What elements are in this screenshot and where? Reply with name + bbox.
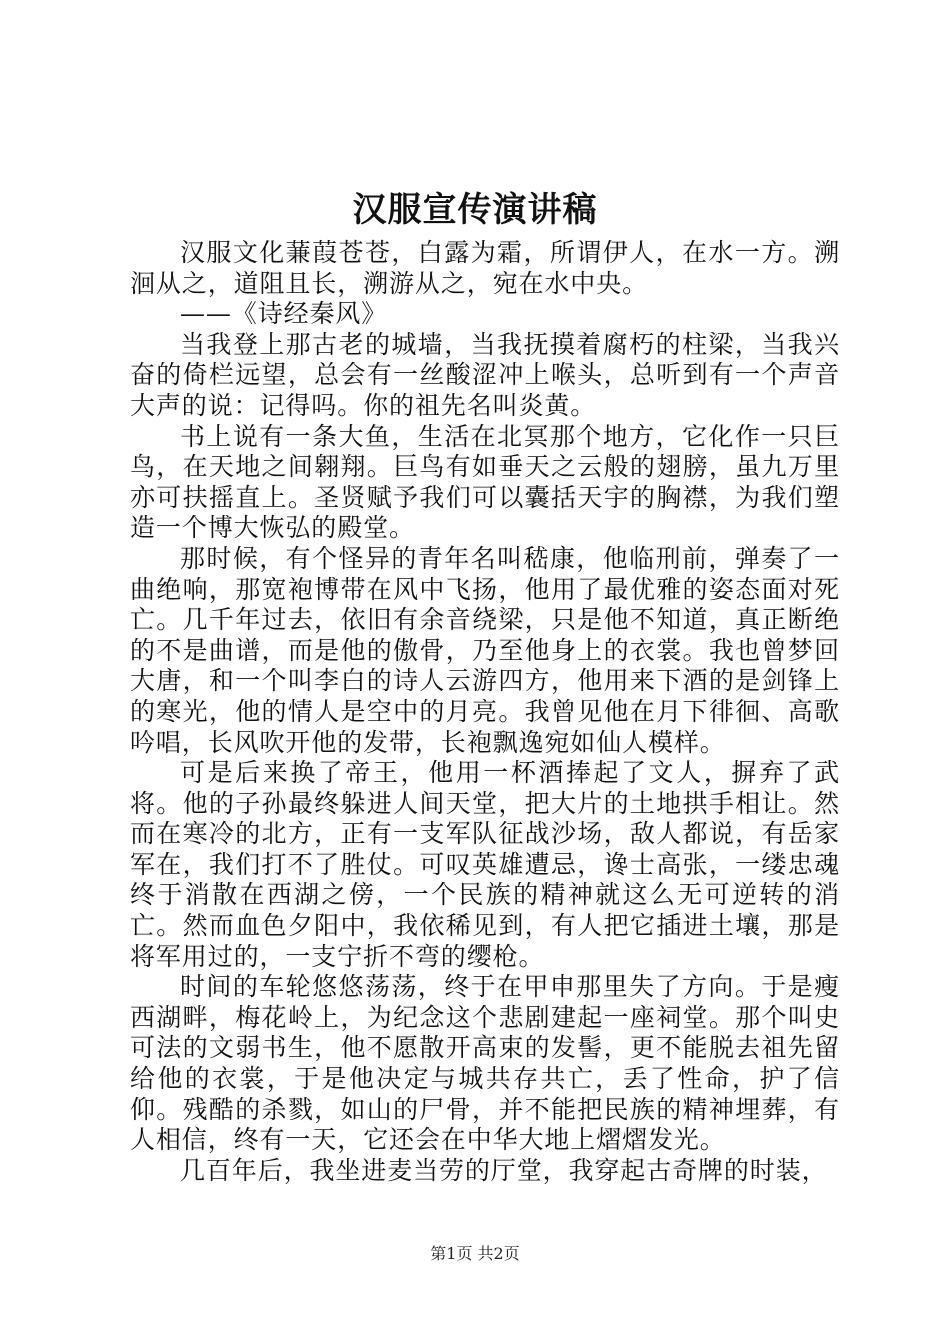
paragraph-citation: ——《诗经秦风》 xyxy=(180,299,388,329)
page-footer: 第1页 共2页 xyxy=(430,1244,520,1263)
paragraph-shi-kefa: 时间的车轮悠悠荡荡，终于在甲申那里失了方向。于是瘦西湖畔，梅花岭上，为纪念这个悲剧建起一座祠堂。那个叫史可法的文弱书生，他不愿散开高束的发髻，更不能脱去祖先留给他的衣裳，于是他决定与城共存共亡，丢了性命，护了信仰。残酷的杀戮，如山的尸骨，并不能把民族的精神埋葬，有人相信，终有一天，它还会在中华大地上熠熠发光。 xyxy=(130,972,840,1155)
paragraph-ji-kang: 那时候，有个怪异的青年名叫嵇康，他临刑前，弹奏了一曲绝响，那宽袍博带在风中飞扬，他用了最优雅的姿态面对死亡。几千年过去，依旧有余音绕梁，只是他不知道，真正断绝的不是曲谱，而是他的傲骨，乃至他身上的衣裳。我也曾梦回大唐，和一个叫李白的诗人云游四方，他用来下酒的是剑锋上的寒光，他的情人是空中的月亮。我曾见他在月下徘徊、高歌吟唱，长风吹开他的发带，长袍飘逸宛如仙人模样。 xyxy=(130,543,840,757)
document-body xyxy=(130,238,840,1186)
document-title: 汉服宣传演讲稿 xyxy=(352,190,598,230)
paragraph-city-wall: 当我登上那古老的城墙，当我抚摸着腐朽的柱梁，当我兴奋的倚栏远望，总会有一丝酸涩冲上喉头，总听到有一个声音大声的说：记得吗。你的祖先名叫炎黄。 xyxy=(130,329,840,420)
paragraph-emperor: 可是后来换了帝王，他用一杯酒捧起了文人，摒弃了武将。他的子孙最终躲进人间天堂，把大片的土地拱手相让。然而在寒冷的北方，正有一支军队征战沙场，敌人都说，有岳家军在，我们打不了胜仗。可叹英雄遭忌，谗士高张，一缕忠魂终于消散在西湖之傍，一个民族的精神就这么无可逆转的消亡。然而血色夕阳中，我依稀见到，有人把它插进土壤，那是将军用过的，一支宁折不弯的缨枪。 xyxy=(130,758,840,971)
paragraph-intro: 汉服文化蒹葭苍苍，白露为霜，所谓伊人，在水一方。溯洄从之，道阻且长，溯游从之，宛在水中央。 xyxy=(130,238,840,298)
paragraph-modern: 几百年后，我坐进麦当劳的厅堂，我穿起古奇牌的时装， xyxy=(180,1155,828,1185)
paragraph-great-fish: 书上说有一条大鱼，生活在北冥那个地方，它化作一只巨鸟，在天地之间翱翔。巨鸟有如垂天之云般的翅膀，虽九万里亦可扶摇直上。圣贤赋予我们可以囊括天宇的胸襟，为我们塑造一个博大恢弘的殿堂。 xyxy=(130,421,840,543)
